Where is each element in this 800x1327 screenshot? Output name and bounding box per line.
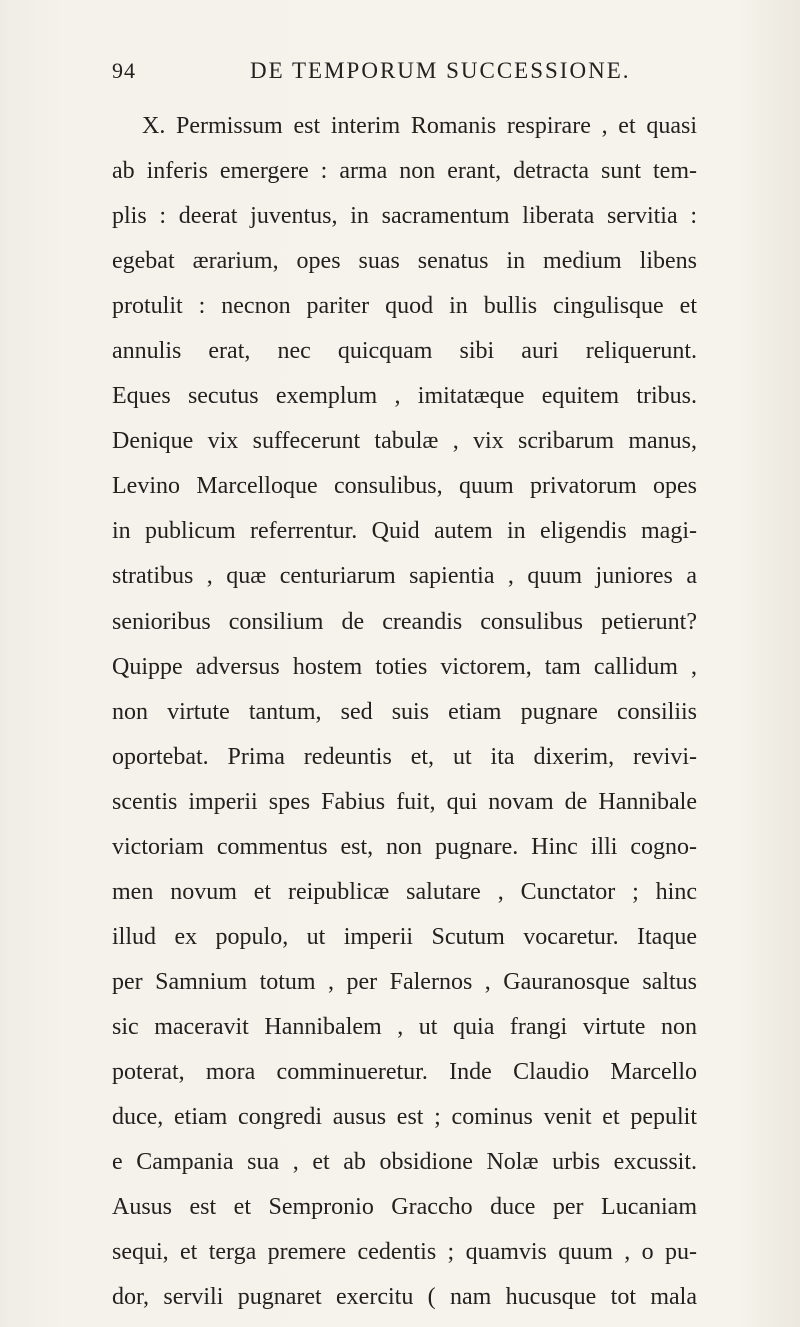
text-line: duce, etiam congredi ausus est ; cominus venit et pepulit	[112, 1104, 697, 1131]
text-line: e Campania sua , et ab obsidione Nolæ urbis excussit.	[112, 1149, 697, 1176]
text-line: in publicum referrentur. Quid autem in eligendis magi-	[112, 518, 697, 545]
text-line: Denique vix suffecerunt tabulæ , vix scribarum manus,	[112, 428, 697, 455]
text-line: poterat, mora comminueretur. Inde Claudio Marcello	[112, 1058, 697, 1085]
text-line: egebat ærarium, opes suas senatus in medium libens	[112, 248, 697, 275]
body-text	[112, 104, 697, 1320]
text-line: illud ex populo, ut imperii Scutum vocaretur. Itaque	[112, 923, 697, 950]
text-line: plis : deerat juventus, in sacramentum liberata servitia :	[112, 203, 697, 230]
text-line: victoriam commentus est, non pugnare. Hinc illi cogno-	[112, 833, 697, 860]
text-line: oportebat. Prima redeuntis et, ut ita dixerim, revivi-	[112, 743, 697, 770]
text-line: Ausus est et Sempronio Graccho duce per Lucaniam	[112, 1194, 697, 1221]
text-line: Quippe adversus hostem toties victorem, tam callidum ,	[112, 653, 697, 680]
text-line: Levino Marcelloque consulibus, quum privatorum opes	[112, 473, 697, 500]
text-line: men novum et reipublicæ salutare , Cunctator ; hinc	[112, 878, 697, 905]
text-line: stratibus , quæ centuriarum sapientia , quum juniores a	[112, 563, 697, 590]
text-line: sequi, et terga premere cedentis ; quamvis quum , o pu-	[112, 1239, 697, 1266]
text-line: sic maceravit Hannibalem , ut quia frangi virtute non	[112, 1013, 697, 1040]
text-line: X. Permissum est interim Romanis respirare , et quasi	[142, 113, 697, 139]
page-number: 94	[112, 58, 136, 83]
text-line: protulit : necnon pariter quod in bullis cingulisque et	[112, 293, 697, 320]
text-line: annulis erat, nec quicquam sibi auri reliquerunt.	[112, 338, 697, 365]
page-header	[112, 58, 672, 98]
text-line: ab inferis emergere : arma non erant, detracta sunt tem-	[112, 158, 697, 185]
text-line: dor, servili pugnaret exercitu ( nam hucusque tot mala	[112, 1284, 697, 1311]
text-line: per Samnium totum , per Falernos , Gauranosque saltus	[112, 968, 697, 995]
running-title: DE TEMPORUM SUCCESSIONE.	[250, 58, 631, 83]
text-line: non virtute tantum, sed suis etiam pugnare consiliis	[112, 698, 697, 725]
text-line: scentis imperii spes Fabius fuit, qui novam de Hannibale	[112, 788, 697, 815]
text-line: senioribus consilium de creandis consulibus petierunt?	[112, 608, 697, 635]
text-line: Eques secutus exemplum , imitatæque equitem tribus.	[112, 383, 697, 410]
